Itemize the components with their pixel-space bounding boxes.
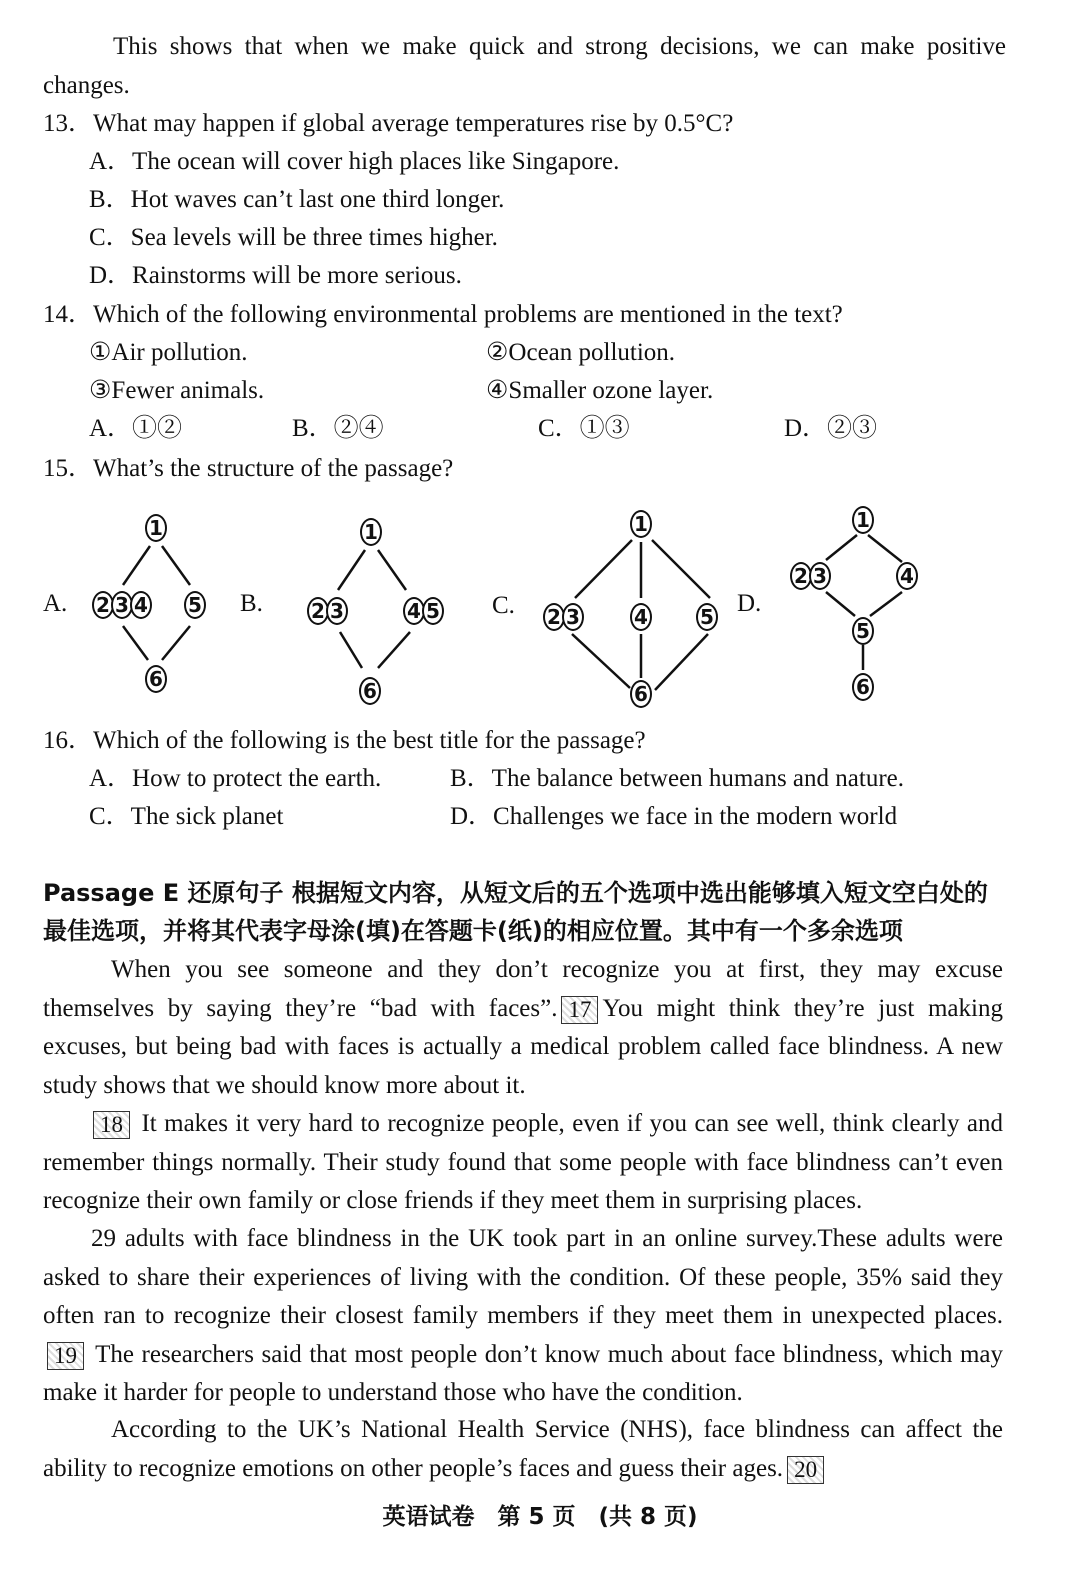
q13-stem: 13．What may happen if global average temperatures rise by 0.5°C?	[43, 110, 734, 137]
node-number: 4	[896, 562, 918, 590]
q16-option-d: D．Challenges we face in the modern world	[450, 803, 898, 830]
node-number: 1	[852, 506, 874, 534]
blank-18: 18	[93, 1111, 130, 1139]
blank-19: 19	[47, 1342, 84, 1370]
page-footer: 英语试卷 第 5 页 (共 8 页)	[382, 1504, 698, 1530]
intro-line: This shows that when we make quick and strong decisions, we can make positive	[113, 33, 1006, 60]
node-number: 6	[359, 677, 381, 705]
q14-item-3: ③Fewer animals.	[89, 377, 265, 404]
passage-e-header-line1: Passage E 还原句子 根据短文内容，从短文后的五个选项中选出能够填入短文空白处的	[43, 879, 988, 907]
paragraph-3-text-a: 29 adults with face blindness in the UK took part in an online survey.These adults were asked to share their experiences of living with the condition. Of these people, 35% said they often ran to recognize their closest family members if they meet them in unexpected places.	[43, 1225, 1003, 1330]
structure-label-a: A.	[43, 590, 68, 617]
q14-option-d: D．②③	[784, 415, 878, 442]
diagram-d-node-4	[896, 562, 915, 590]
node-number: 6	[630, 680, 652, 708]
passage-e-paragraph-2	[43, 1105, 1003, 1221]
structure-label-c: C.	[492, 592, 515, 619]
node-number: 4	[630, 603, 652, 631]
q16-option-c: C．The sick planet	[89, 803, 284, 830]
node-number: 2	[790, 562, 812, 590]
diagram-c-node-1	[630, 510, 649, 538]
node-number: 4	[403, 597, 425, 625]
node-number: 3	[562, 603, 584, 631]
passage-e-header-line2: 最佳选项，并将其代表字母涂(填)在答题卡(纸)的相应位置。其中有一个多余选项	[43, 917, 903, 945]
node-number: 5	[422, 597, 444, 625]
q16-option-b: B．The balance between humans and nature.	[450, 765, 904, 792]
blank-17: 17	[561, 996, 598, 1024]
q14-option-c: C．①③	[538, 415, 630, 442]
node-number: 3	[111, 591, 133, 619]
q15-stem: 15．What’s the structure of the passage?	[43, 455, 454, 482]
node-number: 4	[130, 591, 152, 619]
q14-option-a: A．①②	[89, 415, 183, 442]
paragraph-2-text: It makes it very hard to recognize people, even if you can see well, think clearly and remember things normally. Their study found that some people with face blindness can’t even recognize their own family or close friends if they meet them in surprising places.	[43, 1110, 1004, 1215]
diagram-b-node-6	[359, 677, 378, 705]
diagram-b-node-23	[307, 597, 345, 625]
diagram-a-node-6	[145, 665, 164, 693]
paragraph-4-text: According to the UK’s National Health Service (NHS), face blindness can affect the ability to recognize emotions on other people’s faces and guess their ages.	[43, 1416, 1003, 1482]
q14-option-b: B．②④	[292, 415, 384, 442]
diagram-d-node-6	[852, 673, 871, 701]
paragraph-1-text-b: You might think they’re just making excuses, but being bad with faces is actually a medical problem called face blindness. A new study shows that we should know more about it.	[43, 994, 1003, 1099]
q13-option-c: C．Sea levels will be three times higher.	[89, 224, 498, 251]
paragraph-3-text-b: The researchers said that most people don’t know much about face blindness, which may make it harder for people to understand those who have the condition.	[43, 1340, 1003, 1407]
diagram-a-node-234	[92, 591, 149, 619]
passage-e-paragraph-1	[43, 951, 1003, 1105]
q13-option-b: B．Hot waves can’t last one third longer.	[89, 186, 505, 213]
diagram-c-node-4	[630, 603, 649, 631]
node-number: 1	[360, 518, 382, 546]
q14-stem: 14．Which of the following environmental problems are mentioned in the text?	[43, 301, 843, 328]
structure-diagram-lines	[0, 0, 1080, 720]
diagram-a-node-5	[184, 591, 203, 619]
node-number: 1	[145, 514, 167, 542]
q13-option-d: D．Rainstorms will be more serious.	[89, 262, 462, 289]
q14-item-2: ②Ocean pollution.	[486, 339, 676, 366]
diagram-b-node-1	[360, 518, 379, 546]
diagram-b-node-45	[403, 597, 441, 625]
q13-option-a: A．The ocean will cover high places like Singapore.	[89, 148, 620, 175]
q14-item-4: ④Smaller ozone layer.	[486, 377, 714, 404]
node-number: 5	[184, 591, 206, 619]
diagram-c-node-23	[543, 603, 581, 631]
node-number: 3	[326, 597, 348, 625]
passage-e-paragraph-3	[43, 1220, 1003, 1413]
diagram-c-node-5	[696, 603, 715, 631]
diagram-c-node-6	[630, 680, 649, 708]
node-number: 2	[307, 597, 329, 625]
passage-e-paragraph-4	[43, 1411, 1003, 1488]
structure-label-b: B.	[240, 590, 263, 617]
node-number: 5	[852, 617, 874, 645]
node-number: 6	[145, 665, 167, 693]
q16-option-a: A．How to protect the earth.	[89, 765, 382, 792]
q14-item-1: ①Air pollution.	[89, 339, 248, 366]
intro-continuation: changes.	[43, 72, 130, 99]
diagram-a-node-1	[145, 514, 164, 542]
node-number: 2	[92, 591, 114, 619]
node-number: 2	[543, 603, 565, 631]
node-number: 5	[696, 603, 718, 631]
node-number: 3	[809, 562, 831, 590]
node-number: 1	[630, 510, 652, 538]
structure-label-d: D.	[737, 590, 762, 617]
blank-20: 20	[787, 1456, 824, 1484]
paragraph-1-text-a: When you see someone and they don’t recognize you at first, they may excuse themselves by saying they’re “bad with faces”.	[43, 956, 1003, 1022]
diagram-d-node-5	[852, 617, 871, 645]
node-number: 6	[852, 673, 874, 701]
diagram-d-node-1	[852, 506, 871, 534]
q16-stem: 16．Which of the following is the best title for the passage?	[43, 727, 646, 754]
diagram-d-node-23	[790, 562, 828, 590]
